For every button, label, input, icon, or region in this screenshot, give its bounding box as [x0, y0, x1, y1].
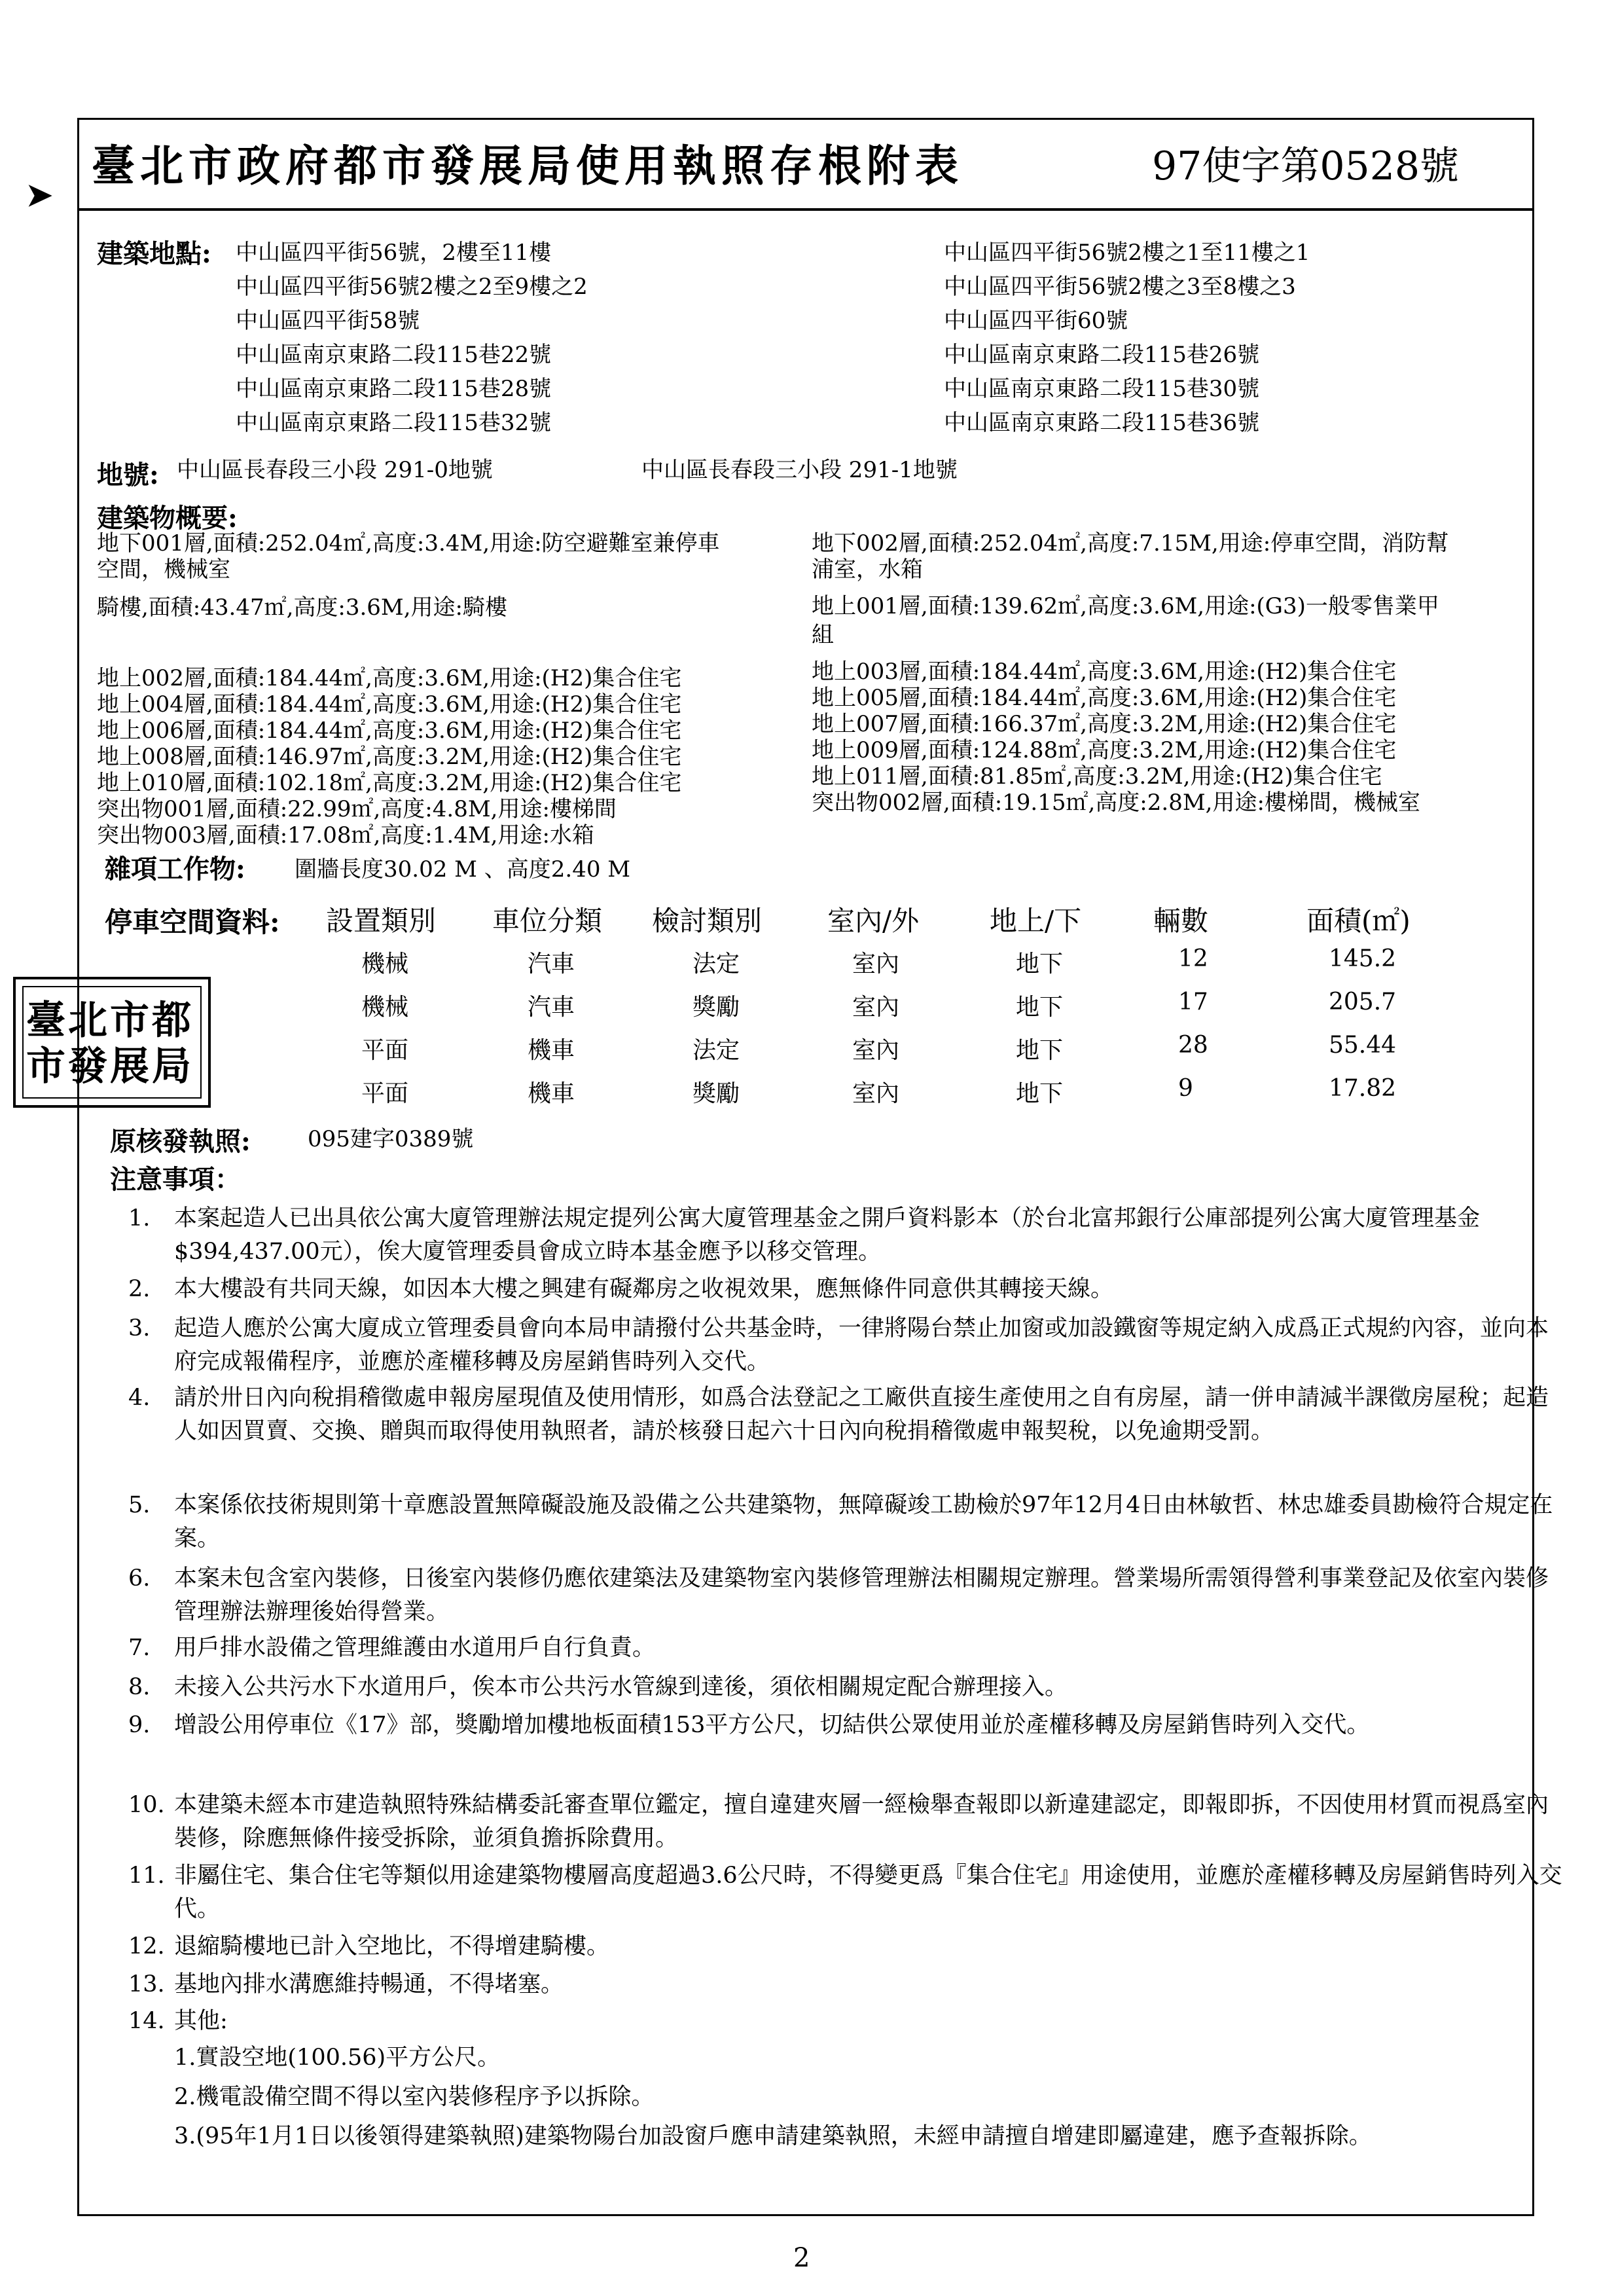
parking-label: 停車空間資料: [105, 906, 280, 938]
parking-cell: 獎勵 [692, 1080, 740, 1107]
parking-header-review: 檢討類別 [652, 905, 763, 937]
note-text: 本大樓設有共同天線，如因本大樓之興建有礙鄰房之收視效果，應無條件同意供其轉接天線。 [174, 1276, 1114, 1302]
address-right-1: 中山區四平街56號2樓之1至11樓之1 [944, 240, 1310, 266]
note-item [128, 2005, 1529, 2041]
parking-cell: 55.44 [1329, 1032, 1397, 1059]
note-text: 未接入公共污水下水道用戶，俟本市公共污水管線到達後，須依相關規定配合辦理接入。 [174, 1674, 1068, 1700]
note-number: 3. [128, 1315, 151, 1341]
note-text: 非屬住宅、集合住宅等類似用途建築物樓層高度超過3.6公尺時，不得變更爲『集合住宅』用途使用，並應於產權移轉及房屋銷售時列入交代。 [174, 1863, 1562, 1922]
note-text: 退縮騎樓地已計入空地比，不得增建騎樓。 [174, 1933, 610, 1959]
floor-right-3: 地上007層,面積:166.37㎡,高度:3.2M,用途:(H2)集合住宅 [812, 711, 1397, 737]
note-item [128, 1273, 1529, 1309]
parking-cell: 機械 [361, 951, 409, 977]
address-right-3: 中山區四平街60號 [944, 308, 1128, 334]
parking-cell: 12 [1178, 945, 1208, 972]
floor-right-1: 地上003層,面積:184.44㎡,高度:3.6M,用途:(H2)集合住宅 [812, 659, 1397, 685]
note-number: 6. [128, 1565, 151, 1592]
address-left-4: 中山區南京東路二段115巷22號 [236, 342, 552, 368]
note-item [128, 1671, 1529, 1707]
note-item [128, 1631, 1529, 1667]
address-left-5: 中山區南京東路二段115巷28號 [236, 376, 552, 402]
misc-value: 圍牆長度30.02 M 、高度2.40 M [295, 856, 631, 883]
note-number: 11. [128, 1863, 165, 1889]
note-item [128, 1968, 1529, 2004]
parking-cell: 地下 [1016, 994, 1064, 1021]
floor-left-5: 地上010層,面積:102.18㎡,高度:3.2M,用途:(H2)集合住宅 [97, 770, 682, 796]
note-text: 增設公用停車位《17》部，獎勵增加樓地板面積153平方公尺，切結供公眾使用並於產權移轉及房屋銷售時列入交代。 [174, 1712, 1370, 1738]
overview-arcade: 騎樓,面積:43.47㎡,高度:3.6M,用途:騎樓 [97, 594, 508, 621]
official-seal [13, 977, 211, 1108]
note-text: 請於卅日內向稅捐稽徵處申報房屋現值及使用情形，如爲合法登記之工廠供直接生產使用之自有房屋，請一併申請減半課徵房屋稅；起造人如因買賣、交換、贈與而取得使用執照者，請於核發日起六十日內向稅捐稽徵處申報契稅，以免逾期受罰。 [174, 1385, 1549, 1444]
parking-cell: 機車 [528, 1037, 575, 1064]
note-number: 13. [128, 1971, 165, 1997]
note-number: 2. [128, 1276, 151, 1302]
note-text: 其他: [174, 2008, 228, 2034]
address-right-4: 中山區南京東路二段115巷26號 [944, 342, 1260, 368]
page-number: 2 [793, 2243, 810, 2273]
seal-text: 臺北市都市發展局 [26, 998, 194, 1089]
notes-label: 注意事項： [110, 1164, 241, 1195]
overview-label: 建築物概要: [97, 503, 238, 534]
parking-cell: 法定 [692, 951, 740, 977]
note-item [128, 1709, 1529, 1781]
address-label: 建築地點: [97, 238, 211, 269]
title-rule [77, 208, 1534, 211]
floor-left-2: 地上004層,面積:184.44㎡,高度:3.6M,用途:(H2)集合住宅 [97, 691, 682, 718]
address-right-5: 中山區南京東路二段115巷30號 [944, 376, 1260, 402]
lot-label: 地號: [97, 460, 159, 490]
note-item [128, 1381, 1549, 1486]
address-right-6: 中山區南京東路二段115巷36號 [944, 410, 1260, 436]
page-title: 臺北市政府都市發展局使用執照存根附表 [92, 140, 963, 191]
parking-cell: 17 [1178, 989, 1208, 1015]
floor-right-5: 地上011層,面積:81.85㎡,高度:3.2M,用途:(H2)集合住宅 [812, 763, 1382, 790]
note-number: 1. [128, 1205, 151, 1231]
note-text: 本案起造人已出具依公寓大廈管理辦法規定提列公寓大廈管理基金之開戶資料影本（於台北富邦銀行公庫部提列公寓大廈管理基金$394,437.00元），俟大廈管理委員會成立時本基金應予以移交管理。 [174, 1205, 1481, 1265]
misc-label: 雜項工作物: [105, 854, 245, 884]
note-item [128, 1789, 1549, 1861]
note-text: 本案未包含室內裝修，日後室內裝修仍應依建築法及建築物室內裝修管理辦法相關規定辦理。營業場所需領得營利事業登記及依室內裝修管理辦法辦理後始得營業。 [174, 1565, 1549, 1625]
address-left-3: 中山區四平街58號 [236, 308, 420, 334]
floor-left-6: 突出物001層,面積:22.99㎡,高度:4.8M,用途:樓梯間 [97, 796, 617, 822]
parking-header-area: 面積(㎡) [1306, 905, 1411, 937]
parking-cell: 室內 [852, 994, 900, 1021]
floor-right-2: 地上005層,面積:184.44㎡,高度:3.6M,用途:(H2)集合住宅 [812, 685, 1397, 711]
parking-cell: 機械 [361, 994, 409, 1021]
note-number: 14. [128, 2008, 165, 2034]
note-number: 4. [128, 1385, 151, 1411]
note-item [128, 1489, 1553, 1561]
note-number: 12. [128, 1933, 165, 1959]
sub-note: 1.實設空地(100.56)平方公尺。 [174, 2045, 501, 2071]
parking-header-vehicle: 車位分類 [492, 905, 603, 937]
overview-f1-line2: 組 [812, 622, 834, 648]
note-text: 用戶排水設備之管理維護由水道用戶自行負責。 [174, 1635, 656, 1661]
overview-f1-line1: 地上001層,面積:139.62㎡,高度:3.6M,用途:(G3)一般零售業甲 [812, 593, 1439, 619]
original-permit-label: 原核發執照: [110, 1126, 251, 1157]
note-text: 基地內排水溝應維持暢通，不得堵塞。 [174, 1971, 564, 1997]
note-item [128, 1312, 1549, 1384]
parking-cell: 機車 [528, 1080, 575, 1107]
overview-b1-line1: 地下001層,面積:252.04㎡,高度:3.4M,用途:防空避難室兼停車 [97, 530, 720, 556]
note-text: 本建築未經本市建造執照特殊結構委託審查單位鑑定，擅自違建夾層一經檢舉查報即以新違建認定，即報即拆，不因使用材質而視爲室內裝修，除應無條件接受拆除，並須負擔拆除費用。 [174, 1792, 1549, 1851]
note-item [128, 1930, 1529, 1966]
parking-cell: 汽車 [528, 951, 575, 977]
address-left-2: 中山區四平街56號2樓之2至9樓之2 [236, 274, 588, 300]
parking-cell: 205.7 [1329, 989, 1397, 1015]
note-item [128, 1562, 1549, 1634]
original-permit-value: 095建字0389號 [308, 1126, 474, 1152]
parking-cell: 法定 [692, 1037, 740, 1064]
note-text: 起造人應於公寓大廈成立管理委員會向本局申請撥付公共基金時，一律將陽台禁止加窗或加設鐵窗等規定納入成爲正式規約內容，並向本府完成報備程序，並應於產權移轉及房屋銷售時列入交代。 [174, 1315, 1549, 1375]
parking-header-indoor: 室內/外 [827, 905, 920, 937]
note-text: 本案係依技術規則第十章應設置無障礙設施及設備之公共建築物，無障礙竣工勘檢於97年12月4日由林敏哲、林忠雄委員勘檢符合規定在案。 [174, 1492, 1553, 1552]
overview-b1-line2: 空間，機械室 [97, 556, 230, 583]
lot-right: 中山區長春段三小段 291-1地號 [641, 457, 958, 483]
note-number: 7. [128, 1635, 151, 1661]
parking-cell: 室內 [852, 951, 900, 977]
parking-cell: 室內 [852, 1037, 900, 1064]
parking-cell: 9 [1178, 1075, 1193, 1102]
floor-right-6: 突出物002層,面積:19.15㎡,高度:2.8M,用途:樓梯間，機械室 [812, 790, 1420, 816]
document-number: 97使字第0528號 [1152, 143, 1460, 189]
sub-note: 3.(95年1月1日以後領得建築執照)建築物陽台加設窗戶應申請建築執照，未經申請擅自增建即屬違建，應予查報拆除。 [174, 2123, 1372, 2149]
floor-right-4: 地上009層,面積:124.88㎡,高度:3.2M,用途:(H2)集合住宅 [812, 737, 1397, 763]
parking-cell: 室內 [852, 1080, 900, 1107]
sub-note: 2.機電設備空間不得以室內裝修程序予以拆除。 [174, 2084, 655, 2110]
parking-cell: 平面 [361, 1037, 409, 1064]
parking-header-level: 地上/下 [990, 905, 1082, 937]
margin-mark: ➤ [26, 177, 53, 213]
parking-header-count: 輛數 [1153, 905, 1209, 937]
note-item [128, 1859, 1562, 1931]
note-number: 10. [128, 1792, 165, 1818]
parking-cell: 28 [1178, 1032, 1208, 1059]
overview-b2-line2: 浦室，水箱 [812, 556, 923, 583]
floor-left-1: 地上002層,面積:184.44㎡,高度:3.6M,用途:(H2)集合住宅 [97, 665, 682, 691]
note-number: 5. [128, 1492, 151, 1518]
parking-cell: 獎勵 [692, 994, 740, 1021]
parking-cell: 145.2 [1329, 945, 1397, 972]
lot-left: 中山區長春段三小段 291-0地號 [177, 457, 493, 483]
address-left-6: 中山區南京東路二段115巷32號 [236, 410, 552, 436]
floor-left-3: 地上006層,面積:184.44㎡,高度:3.6M,用途:(H2)集合住宅 [97, 718, 682, 744]
parking-cell: 平面 [361, 1080, 409, 1107]
floor-left-4: 地上008層,面積:146.97㎡,高度:3.2M,用途:(H2)集合住宅 [97, 744, 682, 770]
address-right-2: 中山區四平街56號2樓之3至8樓之3 [944, 274, 1296, 300]
parking-cell: 地下 [1016, 951, 1064, 977]
overview-b2-line1: 地下002層,面積:252.04㎡,高度:7.15M,用途:停車空間，消防幫 [812, 530, 1449, 556]
parking-cell: 地下 [1016, 1080, 1064, 1107]
note-number: 8. [128, 1674, 151, 1700]
address-left-1: 中山區四平街56號，2樓至11樓 [236, 240, 552, 266]
floor-left-7: 突出物003層,面積:17.08㎡,高度:1.4M,用途:水箱 [97, 822, 594, 848]
parking-cell: 地下 [1016, 1037, 1064, 1064]
parking-cell: 17.82 [1329, 1075, 1397, 1102]
note-number: 9. [128, 1712, 151, 1738]
parking-cell: 汽車 [528, 994, 575, 1021]
parking-header-type: 設置類別 [326, 905, 437, 937]
note-item [128, 1202, 1529, 1274]
